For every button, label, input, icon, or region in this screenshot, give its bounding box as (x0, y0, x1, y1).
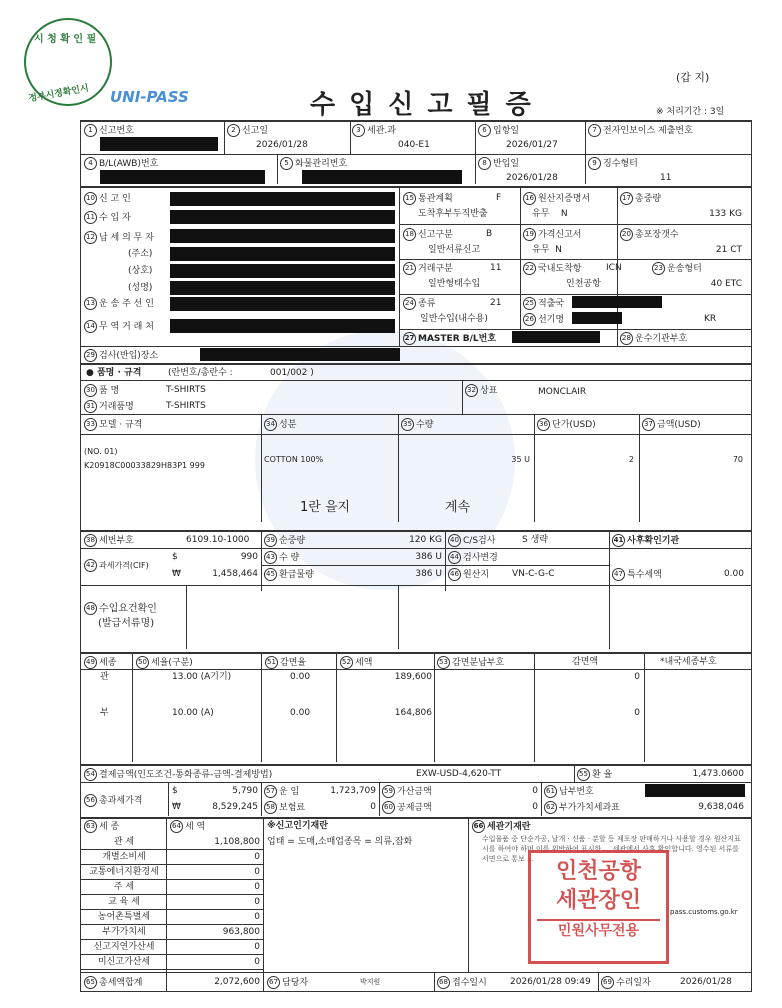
importer-label: 11 수 입 자 (84, 211, 131, 224)
tax-row-amount: 0 (254, 882, 260, 892)
cs-label: 40 C/S검사 (448, 534, 495, 547)
frame-right (751, 120, 752, 992)
r1-sep2 (350, 122, 351, 154)
tax-row-line (80, 939, 263, 940)
tax-row-amount: 0 (254, 942, 260, 952)
decl-type-value: B (486, 229, 493, 239)
tax-row-kind: 농어촌특별세 (97, 912, 151, 922)
frame-bottom (80, 991, 752, 992)
tax-row-amount: 0 (254, 897, 260, 907)
redacted-forwarder (170, 297, 395, 311)
gross-weight-value: 133 KG (709, 209, 742, 219)
mid-h3 (399, 294, 752, 295)
tax-row-kind: 주 세 (113, 882, 135, 892)
arrival-port-desc: 인천공항 (566, 279, 601, 289)
decl-date-value: 2026/01/28 (256, 140, 308, 150)
arrival-port-label: 22 국내도착항 (523, 262, 581, 275)
settle-v1 (168, 782, 169, 816)
duty-row-exempt: 0 (634, 672, 640, 682)
customs-remark-text: 수입물품 중 단순가공, 날개 · 신품 · 분할 등 재포장 판매하거나 사용할 경우 원산지표시를 하여야 하며 이를 위반하여 표시한 … 세관에서 사후 확인합니다. 영수된 서류를 서면으로 통보 … (482, 835, 741, 863)
model-label: 33 모델 · 규격 (84, 418, 142, 431)
vat-base-value: 9,638,046 (698, 802, 744, 812)
duty-h1 (80, 669, 752, 670)
name-label: (성명) (128, 283, 153, 293)
settle-h1 (80, 782, 752, 783)
pkg-label: 20 총포장갯수 (620, 228, 678, 241)
arrival-date-value: 2026/01/27 (506, 140, 558, 150)
fx-value: 1,473.0600 (692, 769, 744, 779)
item-header: ● 품명 · 규격 (86, 368, 142, 378)
redacted-address (170, 247, 395, 261)
customs-stamp (528, 850, 669, 964)
verification-seal (24, 18, 112, 106)
deduct-value: 0 (532, 802, 538, 812)
redacted-master-bl (512, 331, 600, 343)
duty-row-exempt: 0 (634, 708, 640, 718)
item-h2 (80, 414, 752, 415)
carrier-code-label: 28 운수기관부호 (620, 332, 687, 345)
officer-value: 박지원 (360, 978, 381, 986)
total-krw-value: 8,529,245 (212, 802, 258, 812)
entry-date-value: 2026/01/28 (506, 173, 558, 183)
redacted-cargo-no (302, 170, 462, 184)
bottom-v1 (434, 972, 435, 991)
req-label-2: (발급서류명) (98, 618, 155, 629)
clear-plan-desc: 도착후부두직반출 (418, 209, 488, 219)
trader-label: 14 무 역 거 래 처 (84, 320, 154, 333)
tax-row-amount: 0 (254, 912, 260, 922)
settle-v3 (379, 782, 380, 816)
duty-row-rate: 10.00 (A) (172, 708, 214, 718)
trade-type-desc: 일반형태수입 (428, 279, 481, 289)
hs-label: 38 세번부호 (84, 534, 134, 547)
tax-row-amount: 0 (254, 852, 260, 862)
tax-row-line (80, 969, 263, 970)
customs-office-label: 3 세관.과 (352, 124, 396, 137)
duty-row-amount: 164,806 (394, 708, 432, 718)
acceptance-label: 69 수리일자 (601, 976, 651, 989)
duty-h-code: 53 감면분납부호 (437, 656, 504, 669)
page-title: 수입신고필증 (310, 90, 545, 120)
frame-left (80, 120, 81, 992)
duty-h-rate: 50 세율(구분) (136, 656, 193, 669)
mid-h5 (80, 346, 752, 347)
clear-plan-value: F (496, 193, 502, 203)
price-decl-value: 유무 N (532, 245, 562, 255)
processing-period: ※ 처리기간 : 3일 (656, 107, 725, 117)
tax-row-kind: 교 육 세 (108, 897, 140, 907)
firm-label: (상호) (128, 266, 153, 276)
cif-usd-currency: $ (172, 552, 178, 562)
tax-top (80, 530, 752, 532)
vessel-country: KR (704, 314, 717, 324)
mid-h2 (399, 259, 752, 260)
unit-price-label: 36 단가(USD) (537, 418, 596, 431)
total-taxable-label: 56 총과세가격 (84, 794, 142, 807)
qty-value: 35 U (511, 455, 530, 464)
vat-base-label: 62 부가가치세과표 (544, 801, 620, 814)
decl-no-label: 1 신고번호 (84, 124, 134, 137)
price-decl-label: 19 가격신고서 (523, 228, 581, 241)
r1-sep4 (585, 122, 586, 184)
net-weight-label: 39 순중량 (264, 534, 305, 547)
unit-price-value: 2 (628, 455, 634, 464)
settle-v4 (541, 782, 542, 816)
bottom-v2 (598, 972, 599, 991)
loading-country-label: 25 적출국 (523, 297, 564, 310)
req-v1 (186, 585, 187, 649)
composition-value: COTTON 100% (264, 455, 324, 464)
entry-date-label: 8 반입일 (478, 157, 519, 170)
cif-label: 42 과세가격(CIF) (84, 559, 149, 572)
duty-v6 (644, 652, 645, 762)
total-tax-value: 2,072,600 (214, 977, 260, 987)
redacted-trader (170, 319, 395, 333)
tax-v3 (609, 531, 610, 591)
pay-no-label: 61 납부번호 (544, 785, 594, 798)
req-v2 (398, 585, 399, 649)
model-value-1: (NO. 01) (84, 447, 118, 456)
special-tax-value: 0.00 (723, 569, 744, 579)
qty-label: 35 수량 (401, 418, 433, 431)
insurance-value: 0 (370, 802, 376, 812)
taxes-total-line (80, 972, 752, 973)
trade-name-label: 31 거래품명 (84, 400, 134, 413)
refund-label: 45 환급물량 (264, 568, 314, 581)
clear-plan-label: 15 통관계획 (403, 192, 453, 205)
payment-terms-value: EXW-USD-4,620-TT (416, 769, 502, 779)
duty-h-reduction: 51 감면율 (265, 656, 306, 669)
product-name-label: 30 품 명 (84, 384, 119, 397)
settle-top (80, 764, 752, 766)
r2-bottom (80, 186, 752, 188)
redacted-taxpayer (170, 229, 395, 243)
customs-office-value: 040-E1 (398, 140, 430, 150)
settle-v0 (574, 765, 575, 782)
declarant-remark-label: ※신고인기재란 (267, 821, 328, 831)
gross-weight-label: 17 총중량 (620, 192, 661, 205)
transport-label: 23 운송형터 (652, 262, 702, 275)
receipt-label: 68 접수일시 (437, 976, 487, 989)
redacted-decl-no (100, 137, 218, 151)
item-v3 (534, 414, 535, 522)
item-v2 (398, 414, 399, 522)
tax-row-kind: 관 세 (113, 837, 135, 847)
brand-value: MONCLAIR (538, 387, 587, 397)
duty-v5 (534, 652, 535, 762)
inspection-place-label: 29 검사(반입)장소 (84, 349, 158, 362)
stamp-line-3: 민원사무전용 (537, 919, 660, 941)
duty-h-amount: 52 세액 (340, 656, 372, 669)
tax-row-line (80, 864, 263, 865)
pkg-value: 21 CT (715, 245, 742, 255)
amount-value: 70 (732, 455, 743, 464)
parties-sep (399, 188, 400, 346)
product-name-value: T-SHIRTS (166, 385, 206, 395)
hs-value: 6109.10-1000 (186, 535, 250, 545)
tax-row-line (80, 954, 263, 955)
amount-label: 37 금액(USD) (642, 418, 701, 431)
total-krw-currency: ₩ (172, 802, 181, 812)
taxes-v2 (263, 817, 264, 991)
item-h1 (80, 380, 752, 381)
insp-change-label: 44 검사변경 (448, 551, 498, 564)
decl-type-label: 18 신고구분 (403, 228, 453, 241)
taxpayer-label: 12 납 세 의 무 자 (84, 231, 154, 244)
taxes-top (80, 817, 752, 819)
taxes-v1 (166, 817, 167, 991)
r1-bottom (80, 154, 752, 155)
master-bl-label: 27 MASTER B/L번호 (404, 334, 497, 344)
taxes-h-amount: 64 세 역 (170, 820, 205, 833)
arrival-port-value: ICN (606, 263, 622, 273)
fx-label: 55 환 율 (577, 768, 612, 781)
redacted-inspection (200, 348, 400, 361)
origin-label: 46 원산지 (448, 568, 489, 581)
tax-row-kind: 신고지연가산세 (93, 942, 155, 952)
mid-h4 (399, 329, 752, 330)
origin-cert-value: 유무 N (532, 209, 568, 219)
tax-v2 (445, 531, 446, 591)
tax-row-line (80, 924, 263, 925)
seal-sub: 정부시정확인시 (27, 83, 90, 105)
total-usd-currency: $ (172, 786, 178, 796)
origin-value: VN-C-G-C (512, 569, 555, 579)
e-invoice-label: 7 전자인보이스 제출번호 (588, 124, 693, 137)
duty-row-kind: 관 (100, 672, 109, 682)
add-value: 0 (532, 786, 538, 796)
duty-h-exempt: 감면액 (572, 657, 599, 667)
tax-qty-label: 43 수 량 (264, 551, 299, 564)
redacted-name (170, 281, 395, 295)
redacted-pay-no (645, 784, 745, 797)
insurance-label: 58 보험료 (264, 801, 305, 814)
trade-name-value: T-SHIRTS (166, 401, 206, 411)
cif-usd-value: 990 (240, 552, 258, 562)
tax-row-line (80, 909, 263, 910)
duty-row-rate: 13.00 (A기기) (172, 672, 232, 682)
total-tax-label: 65 총세액합계 (84, 976, 142, 989)
tax-row-kind: 개별소비세 (102, 852, 146, 862)
tax-row-kind: 미신고가산세 (97, 957, 151, 967)
item-v1 (261, 414, 262, 522)
tax-row-line (80, 849, 263, 850)
r1-sep1 (224, 122, 225, 154)
address-label: (주소) (128, 249, 153, 259)
tax-row-amount: 0 (254, 867, 260, 877)
continued-note-b: 계속 (445, 500, 471, 515)
origin-cert-label: 16 원산지증명서 (523, 192, 590, 205)
item-h3 (80, 434, 752, 435)
tax-row-kind: 부가가치세 (102, 927, 146, 937)
payment-terms-label: 54 결제금액(인도조건-통화종류-금액-결제방법) (84, 768, 272, 781)
decl-type-desc: 일반서류신고 (428, 245, 481, 255)
master-sep (617, 329, 618, 346)
duty-v1 (132, 652, 133, 762)
tax-row-kind: 교통에너지환경세 (89, 867, 159, 877)
model-value-2: K20918C00033829H83P1 999 (84, 461, 205, 470)
cs-value: S 생략 (522, 535, 548, 545)
trade-type-label: 21 거래구분 (403, 262, 453, 275)
r1-sep3 (475, 122, 476, 184)
uni-pass-logo: UNI-PASS (110, 88, 189, 106)
tax-row-line (80, 879, 263, 880)
redacted-bl (100, 170, 265, 184)
add-label: 59 가산금액 (382, 785, 432, 798)
copy-mark: (갑 지) (676, 71, 710, 84)
kind-desc: 일반수입(내수용) (420, 314, 488, 324)
receipt-value: 2026/01/28 09:49 (510, 977, 591, 987)
composition-label: 34 성분 (264, 418, 296, 431)
tax-h3 (80, 585, 752, 586)
redacted-declarant (170, 192, 395, 206)
r2-sep1 (277, 154, 278, 184)
transport-value: 40 ETC (710, 279, 742, 289)
cargo-no-label: 5 화물관리번호 (280, 157, 347, 170)
tax-row-line (80, 894, 263, 895)
req-v3 (609, 585, 610, 649)
frame-top (80, 120, 752, 122)
tax-h1 (80, 548, 752, 549)
line-no-label: (란번호/총란수 : (168, 368, 233, 378)
redacted-loading-country (572, 296, 662, 308)
tax-h2 (261, 565, 609, 566)
taxes-h-kind: 63 세 종 (84, 820, 119, 833)
total-usd-value: 5,790 (232, 786, 258, 796)
tax-row-amount: 963,800 (222, 927, 260, 937)
stamp-line-2: 세관장인 (555, 888, 641, 913)
collection-type-label: 9 징수형터 (588, 157, 638, 170)
line-no-value: 001/002 ) (270, 368, 314, 378)
vessel-label: 26 선기명 (523, 313, 564, 326)
redacted-importer (170, 210, 395, 224)
duty-row-reduction: 0.00 (290, 708, 311, 718)
trade-type-value: 11 (490, 263, 502, 273)
refund-value: 386 U (415, 569, 442, 579)
duty-v4 (434, 652, 435, 762)
declarant-remark-value: 업태 = 도매,소매업종목 = 의류,잡화 (267, 837, 413, 847)
officer-label: 67 담당자 (267, 976, 308, 989)
settle-v2 (261, 782, 262, 816)
net-weight-value: 120 KG (409, 535, 442, 545)
kind-value: 21 (490, 298, 502, 308)
post-agency-label: 41 사후확인기관 (613, 536, 680, 546)
item-top (80, 363, 752, 365)
acceptance-value: 2026/01/28 (680, 977, 732, 987)
special-tax-label: 47 특수세액 (612, 568, 662, 581)
duty-row-kind: 부 (100, 708, 109, 718)
bl-label: 4 B/L(AWB)번호 (84, 157, 158, 170)
freight-value: 1,723,709 (330, 786, 376, 796)
duty-v3 (336, 652, 337, 762)
brand-sep (462, 380, 463, 414)
duty-top (80, 652, 752, 654)
redacted-firm (170, 264, 395, 278)
redacted-vessel (572, 312, 622, 324)
item-v4 (639, 414, 640, 522)
req-label-1: 48 수입요건확인 (84, 602, 157, 616)
continued-note-a: 1란 을지 (300, 500, 351, 515)
seal-text: 시 청 확 인 필 (34, 34, 97, 45)
duty-h-internal: *내국세종부호 (660, 657, 717, 667)
customs-url: pass.customs.go.kr (670, 908, 738, 916)
kind-label: 24 종류 (403, 297, 435, 310)
collection-type-value: 11 (660, 173, 672, 183)
deduct-label: 60 공제금액 (382, 801, 432, 814)
cif-krw-currency: ₩ (172, 569, 181, 579)
tax-row-amount: 0 (254, 957, 260, 967)
brand-label: 32 상표 (465, 384, 497, 397)
declarant-label: 10 신 고 인 (84, 192, 131, 205)
duty-row-amount: 189,600 (394, 672, 432, 682)
tax-v1 (261, 531, 262, 591)
forwarder-label: 13 운 송 주 선 인 (84, 297, 154, 310)
freight-label: 57 운 임 (264, 785, 299, 798)
duty-row-reduction: 0.00 (290, 672, 311, 682)
decl-date-label: 2 신고일 (227, 124, 268, 137)
stamp-line-1: 인천공항 (555, 859, 641, 884)
duty-h-kind: 49 세종 (84, 656, 116, 669)
cif-krw-value: 1,458,464 (212, 569, 258, 579)
arrival-date-label: 6 입항일 (478, 124, 519, 137)
mid-h1 (399, 224, 752, 225)
customs-remark-label: 66 세관기재란 (473, 822, 531, 832)
taxes-v3 (468, 817, 469, 972)
tax-qty-value: 386 U (415, 552, 442, 562)
tax-row-amount: 1,108,800 (214, 837, 260, 847)
